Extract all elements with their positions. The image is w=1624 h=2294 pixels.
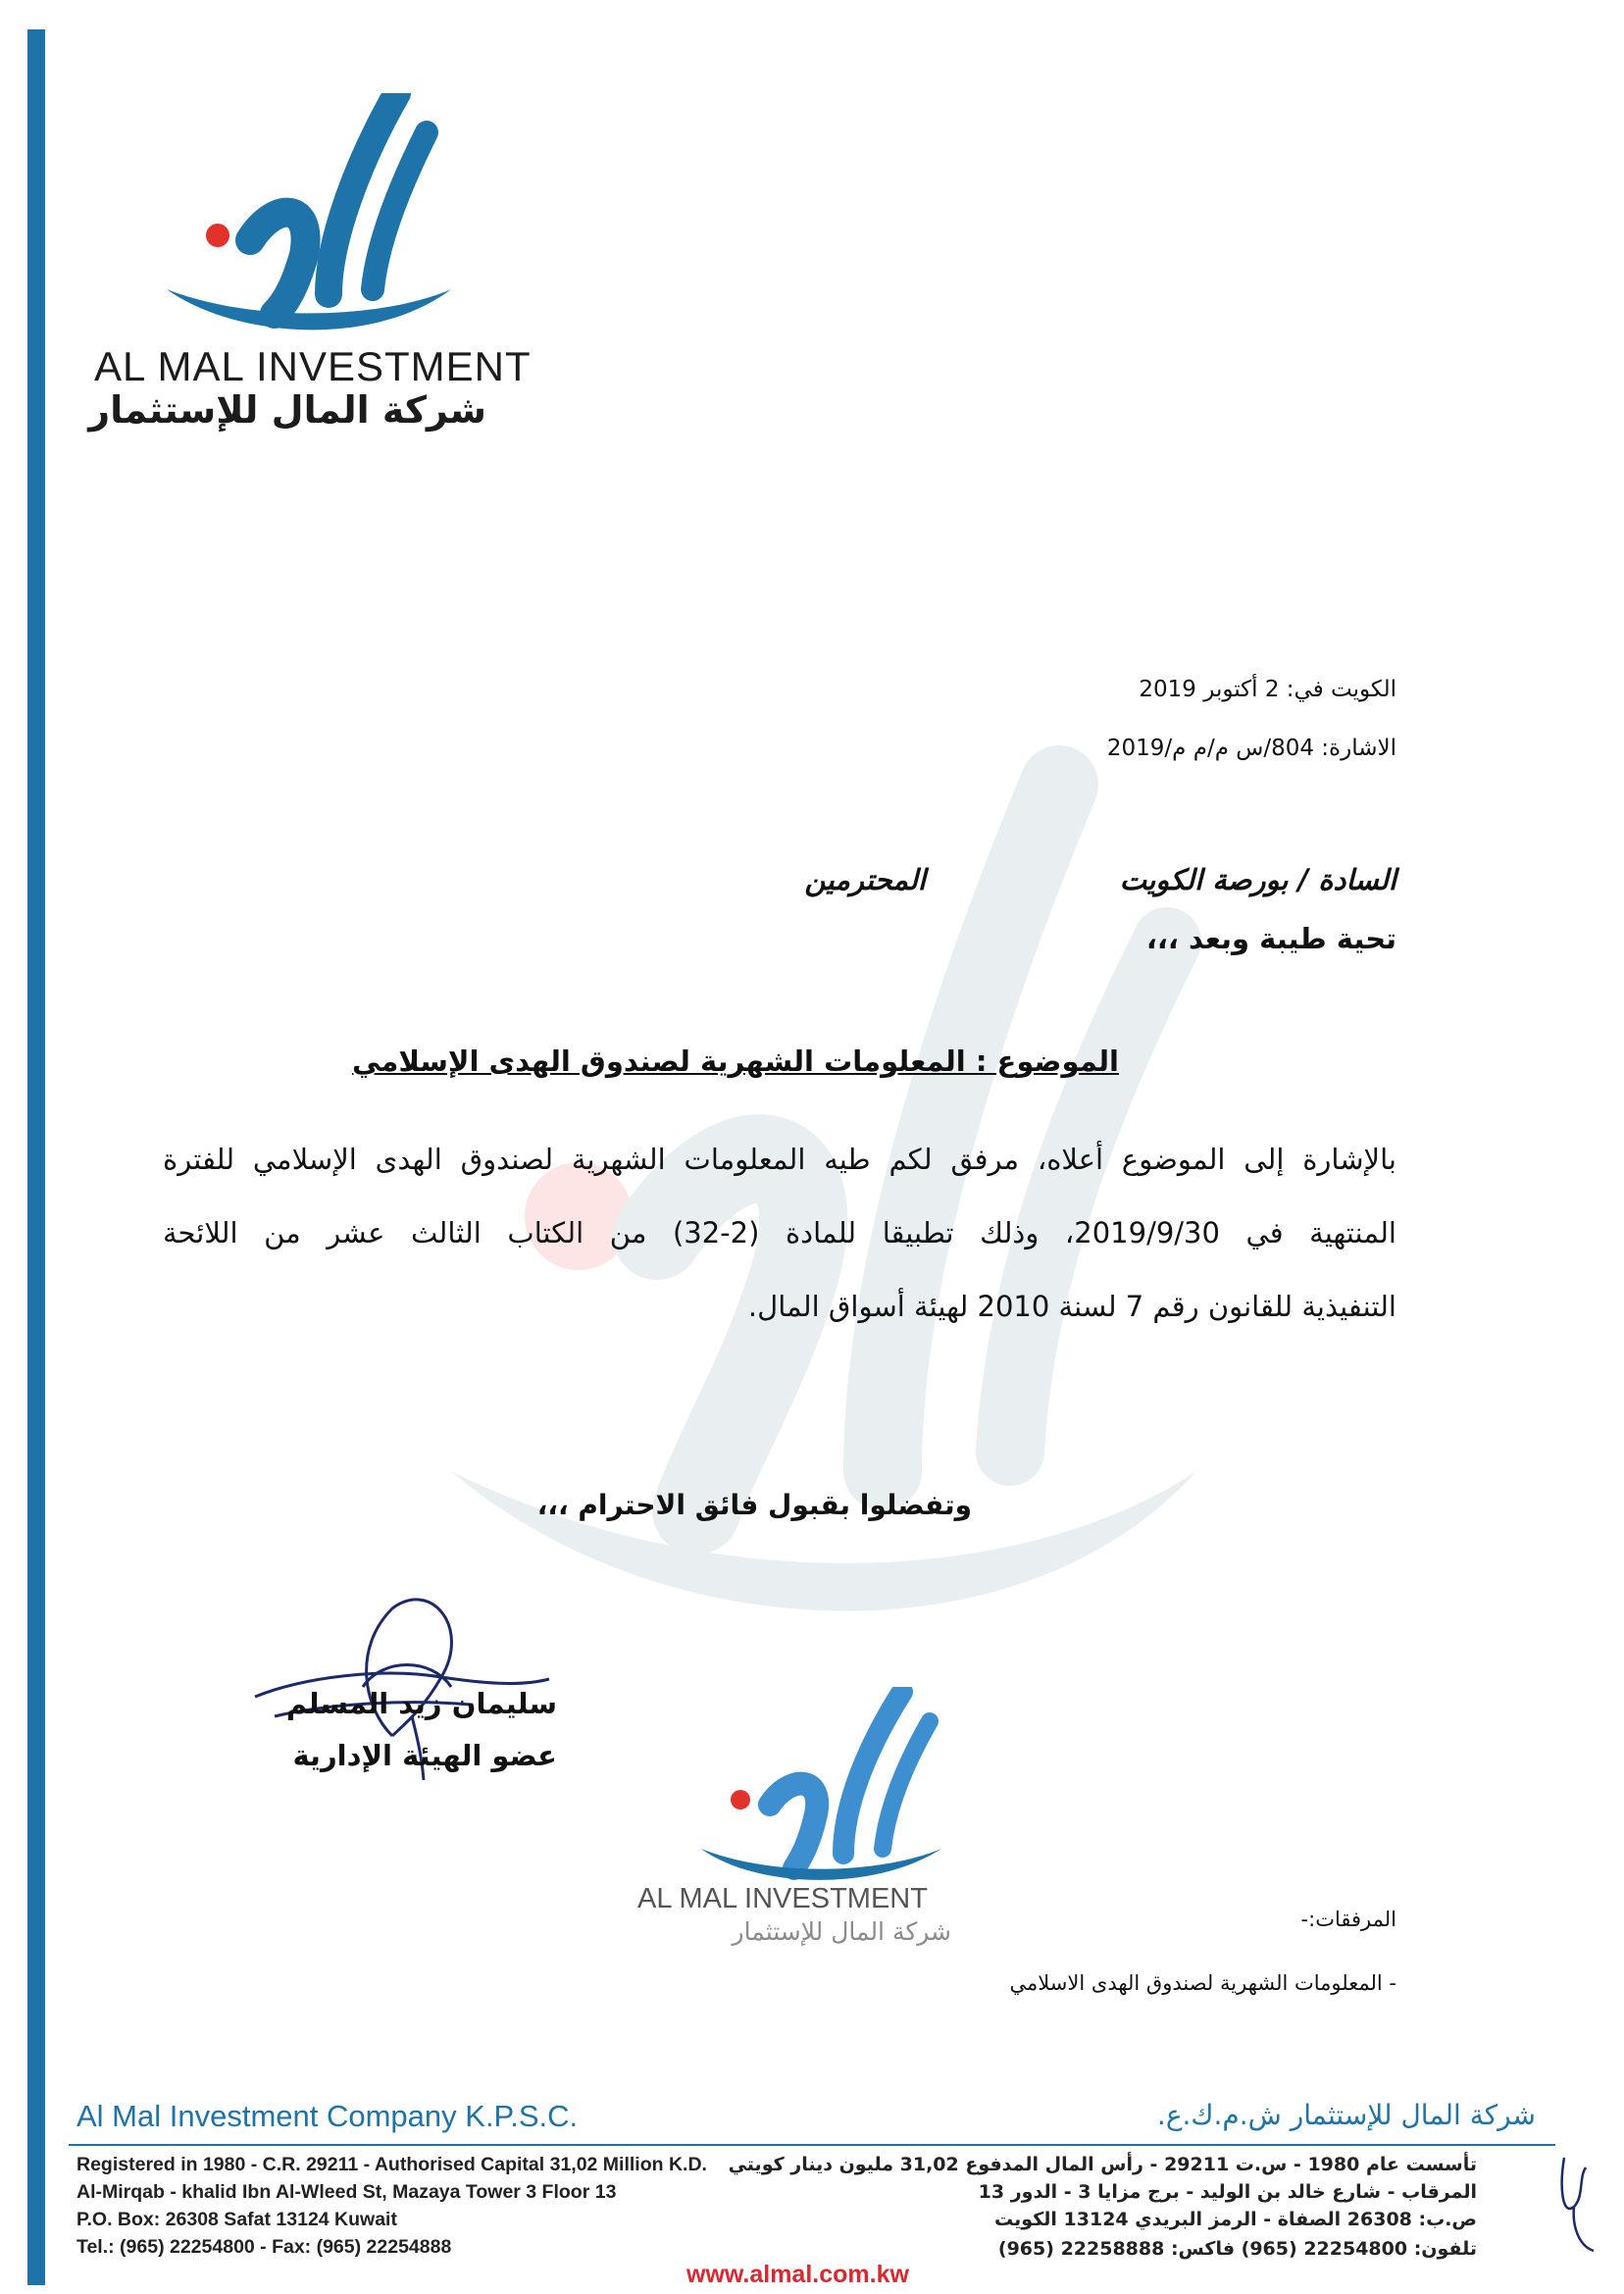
footer-en-line-3: P.O. Box: 26308 Safat 13124 Kuwait: [76, 2209, 397, 2230]
handwritten-initials: [1554, 2148, 1599, 2256]
letterhead-company-en: AL MAL INVESTMENT: [94, 343, 532, 389]
footer-en-line-2: Al-Mirqab - khalid Ibn Al-Wleed St, Mazaya Tower 3 Floor 13: [76, 2181, 617, 2203]
company-stamp-logo: [686, 1687, 951, 1903]
almal-logo-mark: [157, 93, 451, 358]
signatory-name: سليمان زيد المسلم: [285, 1687, 557, 1720]
left-brand-bar: [27, 29, 45, 2285]
closing-line: وتفضلوا بقبول فائق الاحترام ،،،: [536, 1489, 972, 1521]
attachment-item: - المعلومات الشهرية لصندوق الهدى الاسلامي: [1009, 1971, 1396, 1995]
addressee-name: السادة / بورصة الكويت: [1119, 863, 1396, 896]
letter-reference: الاشارة: 804/س م/م م/2019: [1106, 736, 1396, 761]
subject-line: الموضوع : المعلومات الشهرية لصندوق الهدى الإسلامي: [352, 1045, 1119, 1078]
attachments-label: المرفقات:-: [1300, 1908, 1396, 1931]
footer-ar-line-3: ص.ب: 26308 الصفاة - الرمز البريدي 13124 الكويت: [994, 2209, 1477, 2230]
stamp-company-en: AL MAL INVESTMENT: [637, 1883, 928, 1914]
letter-date: الكويت في: 2 أكتوبر 2019: [1139, 677, 1396, 702]
footer-company-en: Al Mal Investment Company K.P.S.C.: [76, 2099, 579, 2133]
footer-en-line-1: Registered in 1980 - C.R. 29211 - Authorised Capital 31,02 Million K.D.: [76, 2154, 707, 2175]
greeting: تحية طيبة وبعد ،،،: [1145, 922, 1396, 955]
footer-website-link[interactable]: www.almal.com.kw: [686, 2261, 909, 2288]
body-line-2: المنتهية في 2019/9/30، وذلك تطبيقا للمادة (2-32) من الكتاب الثالث عشر من اللائحة: [163, 1216, 1396, 1249]
footer-en-line-4: Tel.: (965) 22254800 - Fax: (965) 22254888: [76, 2236, 452, 2258]
footer-ar-line-4: تلفون: 22254800 (965) فاكس: 22258888 (965): [997, 2238, 1477, 2260]
footer-ar-line-1: تأسست عام 1980 - س.ت 29211 - رأس المال المدفوع 31,02 مليون دينار كويتي: [728, 2154, 1477, 2175]
stamp-company-ar: شركة المال للإستثمار: [732, 1917, 951, 1946]
signatory-title: عضو الهيئة الإدارية: [292, 1739, 557, 1772]
footer-company-ar: شركة المال للإستثمار ش.م.ك.ع.: [1156, 2099, 1536, 2131]
addressee-honorific: المحترمين: [804, 863, 926, 896]
body-line-1: بالإشارة إلى الموضوع أعلاه، مرفق لكم طيه المعلومات الشهرية لصندوق الهدى الإسلامي للفترة: [163, 1143, 1396, 1176]
footer-divider: [69, 2144, 1555, 2146]
body-line-3: التنفيذية للقانون رقم 7 لسنة 2010 لهيئة أسواق المال.: [747, 1290, 1396, 1323]
footer-ar-line-2: المرقاب - شارع خالد بن الوليد - برج مزايا 3 - الدور 13: [978, 2181, 1477, 2203]
letterhead-company-ar: شركة المال للإستثمار: [88, 388, 486, 432]
